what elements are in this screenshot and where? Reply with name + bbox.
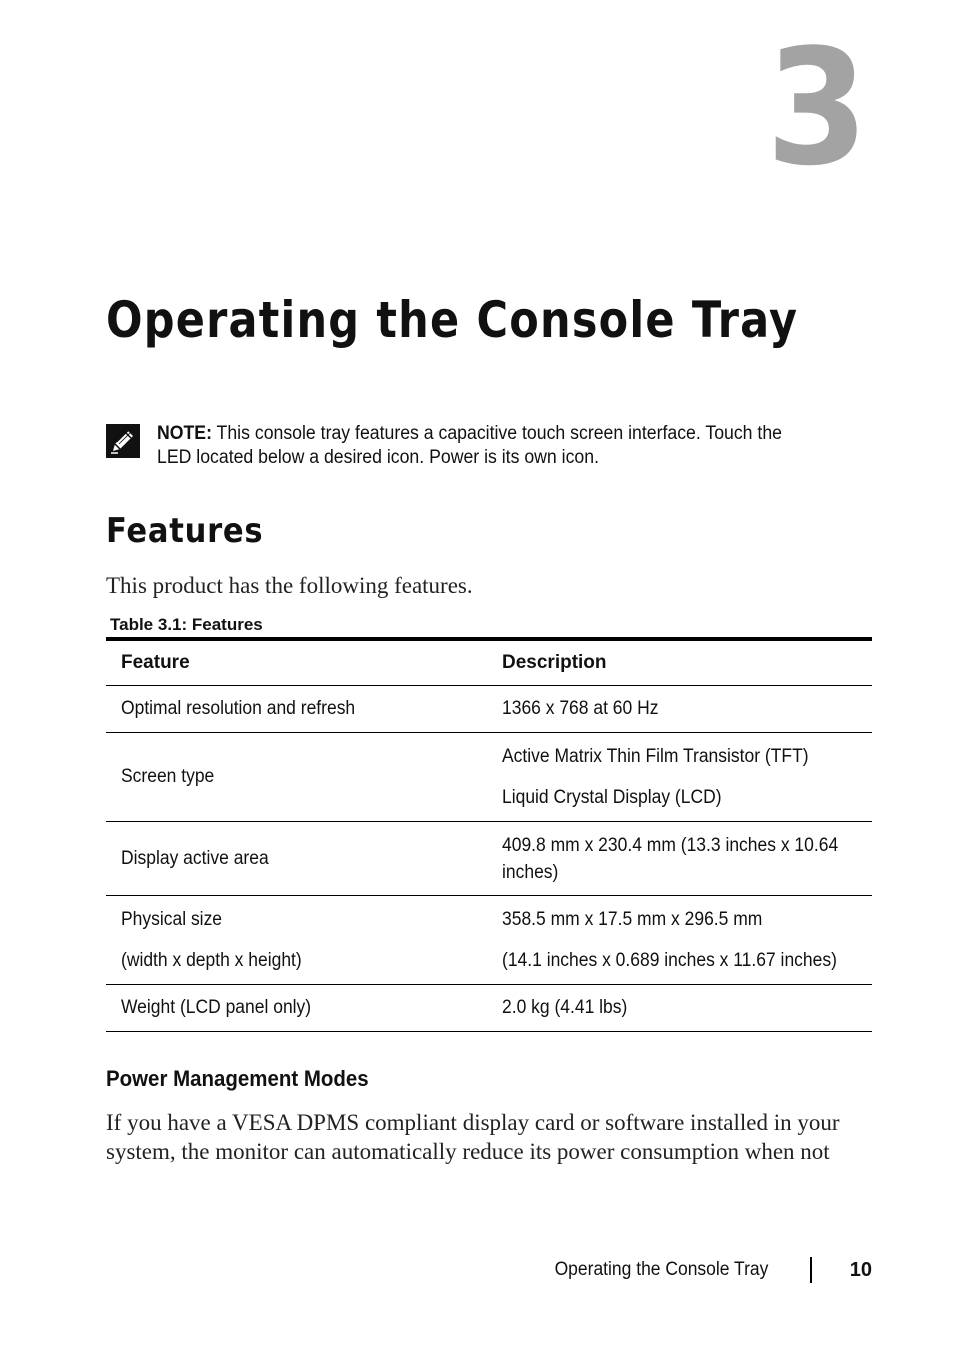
note-body: This console tray features a capacitive touch screen interface. Touch the LED located below a desired icon. Power is its own icon. [157,423,782,468]
feature-cell [106,896,487,985]
description-text: 1366 x 768 at 60 Hz [502,698,659,719]
description-cell [487,896,872,985]
description-cell [487,686,872,733]
table-row [106,733,872,822]
table-row [106,985,872,1032]
feature-text: Display active area [121,847,269,869]
power-management-paragraph: If you have a VESA DPMS compliant display card or software installed in your system, the monitor can automatically reduce its power consumption when not [106,1110,840,1164]
feature-cell [106,733,487,822]
feature-text: Optimal resolution and refresh [121,698,356,719]
table-caption: Table 3.1: Features [110,615,263,634]
feature-line: (width x depth x height) [121,950,302,971]
feature-text: Screen type [121,766,215,787]
column-header-description: Description [502,652,607,673]
description-cell [487,985,872,1032]
page-number: 10 [849,1258,872,1281]
footer-divider [810,1257,812,1283]
table-row [106,686,872,733]
description-line: Liquid Crystal Display (LCD) [502,787,722,808]
feature-cell [106,822,487,896]
chapter-number: 3 [765,14,868,201]
power-management-heading: Power Management Modes [106,1066,369,1091]
table-header-row [106,639,872,686]
description-text: 2.0 kg (4.41 lbs) [502,997,628,1018]
features-heading: Features [106,511,264,551]
feature-cell [106,686,487,733]
note-pencil-icon [106,424,140,458]
table-row [106,896,872,985]
description-line: (14.1 inches x 0.689 inches x 11.67 inches) [502,950,837,971]
description-cell [487,733,872,822]
description-line: 358.5 mm x 17.5 mm x 296.5 mm [502,909,763,930]
features-table [106,637,872,1032]
page-footer [536,1257,872,1283]
chapter-title: Operating the Console Tray [106,291,799,349]
description-line: Active Matrix Thin Film Transistor (TFT) [502,746,809,767]
features-intro: This product has the following features. [106,573,473,598]
column-header-feature: Feature [121,652,190,673]
feature-line: Physical size [121,909,223,930]
feature-cell [106,985,487,1032]
table-row [106,822,872,896]
description-cell [487,822,872,896]
footer-chapter-title: Operating the Console Tray [554,1259,769,1280]
feature-text: Weight (LCD panel only) [121,997,312,1018]
description-text: 409.8 mm x 230.4 mm (13.3 inches x 10.64 inches) [502,834,839,883]
note-label: NOTE: [157,423,212,444]
note-text [157,422,799,470]
